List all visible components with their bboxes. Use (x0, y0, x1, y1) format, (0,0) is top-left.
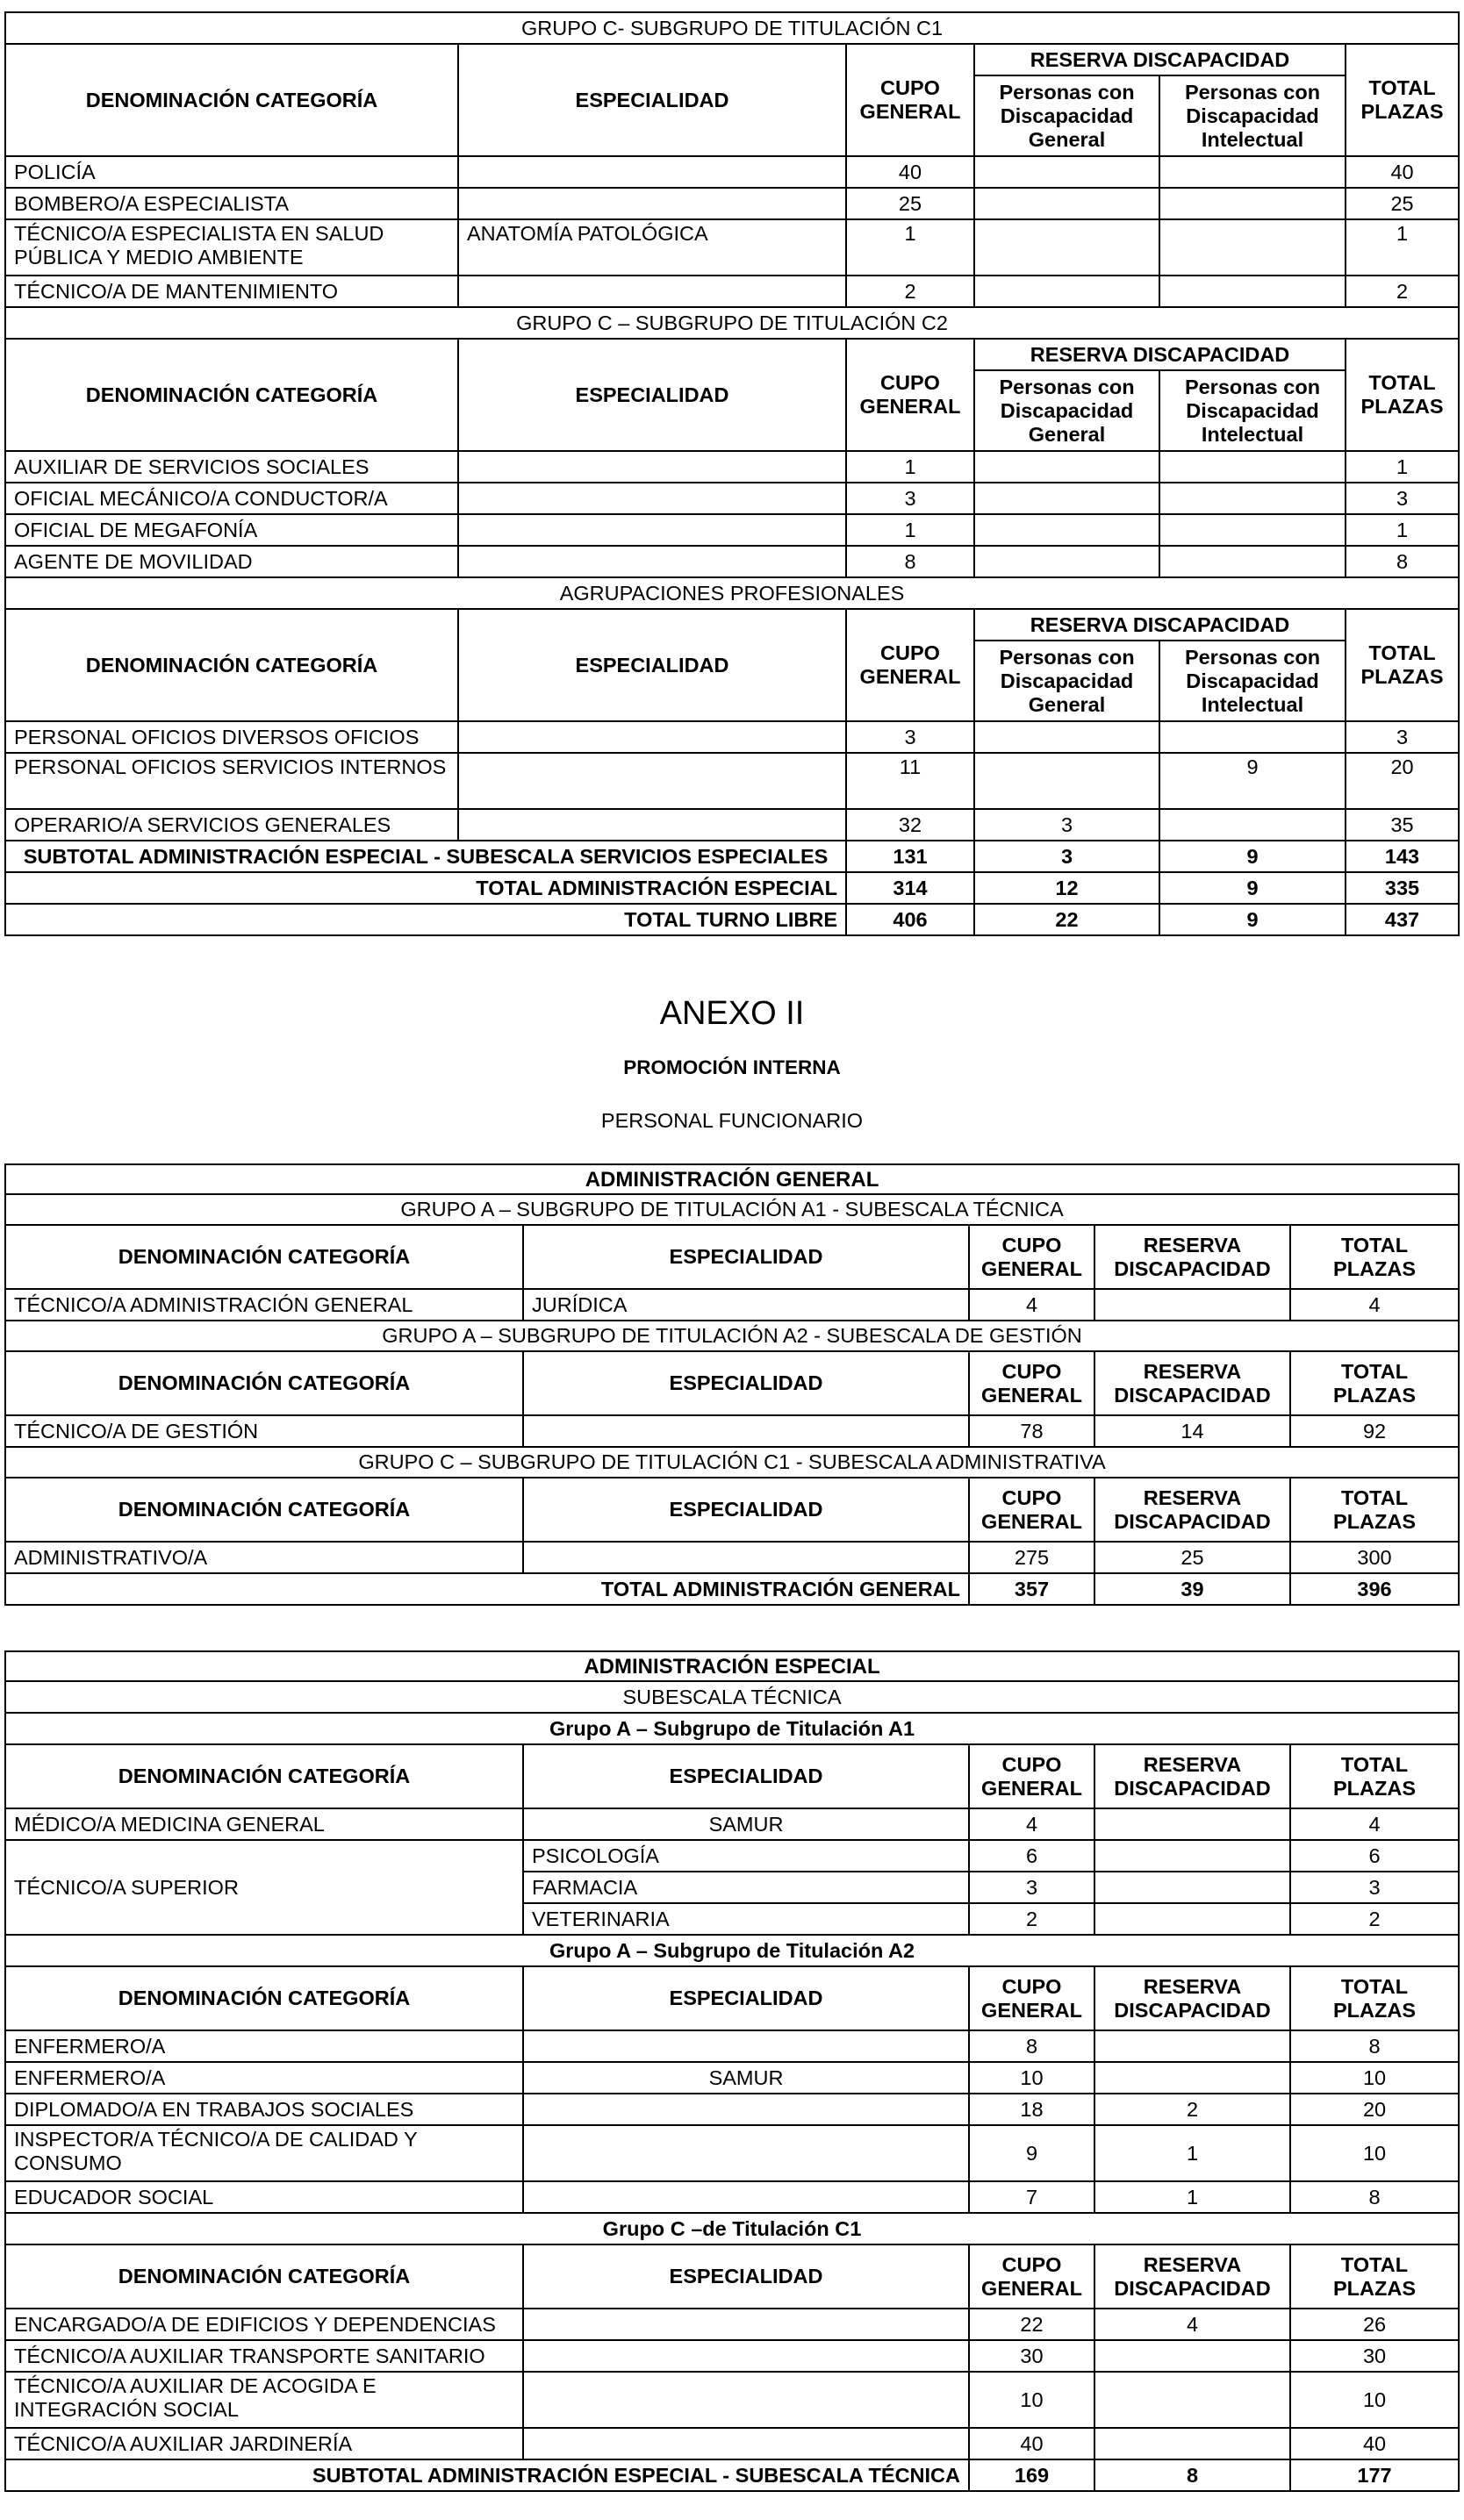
group-title: Grupo A – Subgrupo de Titulación A1 (5, 1713, 1459, 1744)
total-pcg: 3 (974, 841, 1159, 872)
total-label: SUBTOTAL ADMINISTRACIÓN ESPECIAL - SUBESCALA SERVICIOS ESPECIALES (5, 841, 846, 872)
table-row (5, 188, 1459, 219)
cell-total: 6 (1290, 1840, 1459, 1872)
col-header-cupo: CUPO GENERAL (969, 2244, 1094, 2309)
group-title-row (5, 1935, 1459, 1966)
col-header-total: TOTAL PLAZAS (1290, 1351, 1459, 1415)
col-header-total: TOTAL PLAZAS (1290, 1744, 1459, 1808)
cell-reserva: 1 (1094, 2181, 1290, 2213)
cell-especialidad: SAMUR (523, 1808, 969, 1840)
cell-pci (1159, 276, 1346, 307)
cell-total: 26 (1290, 2309, 1459, 2340)
cell-pcg (974, 188, 1159, 219)
table-row (5, 809, 1459, 841)
table-row (5, 1415, 1459, 1447)
section-personal: PERSONAL FUNCIONARIO (600, 1109, 864, 1132)
col-header-cupo: CUPO GENERAL (969, 1966, 1094, 2030)
administracion-general-table (4, 1163, 1460, 1606)
cell-cupo: 7 (969, 2181, 1094, 2213)
cell-total: 30 (1290, 2340, 1459, 2372)
cell-total: 1 (1346, 514, 1459, 546)
cell-especialidad: PSICOLOGÍA (523, 1840, 969, 1872)
cell-cupo: 10 (969, 2372, 1094, 2428)
cell-especialidad (458, 753, 846, 809)
col-header-total: TOTAL PLAZAS (1346, 339, 1459, 451)
col-header-especialidad: ESPECIALIDAD (523, 1478, 969, 1542)
cell-pcg (974, 514, 1159, 546)
col-header-pci: Personas con Discapacidad Intelectual (1159, 641, 1346, 721)
cell-cupo: 8 (969, 2030, 1094, 2062)
col-header-especialidad: ESPECIALIDAD (458, 44, 846, 156)
col-header-total: TOTAL PLAZAS (1290, 1225, 1459, 1289)
cell-pcg (974, 483, 1159, 514)
col-header-especialidad: ESPECIALIDAD (458, 609, 846, 721)
cell-categoria: BOMBERO/A ESPECIALISTA (5, 188, 458, 219)
cell-reserva (1094, 1808, 1290, 1840)
cell-cupo: 4 (969, 1289, 1094, 1321)
cell-reserva (1094, 2428, 1290, 2459)
col-header-reserva: RESERVA DISCAPACIDAD (1094, 1966, 1290, 2030)
cell-especialidad (523, 2428, 969, 2459)
cell-categoria: TÉCNICO/A DE MANTENIMIENTO (5, 276, 458, 307)
cell-especialidad (523, 1415, 969, 1447)
cell-especialidad (523, 2340, 969, 2372)
col-header-cupo: CUPO GENERAL (969, 1744, 1094, 1808)
total-plazas: 335 (1346, 872, 1459, 904)
cell-total: 300 (1290, 1542, 1459, 1573)
cell-categoria: TÉCNICO/A AUXILIAR JARDINERÍA (5, 2428, 523, 2459)
cell-cupo: 2 (846, 276, 974, 307)
cell-total: 8 (1346, 546, 1459, 577)
total-label: TOTAL ADMINISTRACIÓN GENERAL (5, 1573, 969, 1605)
cell-total: 2 (1346, 276, 1459, 307)
cell-reserva (1094, 1872, 1290, 1903)
cell-cupo: 1 (846, 451, 974, 483)
header-row (5, 1966, 1459, 2030)
table-row (5, 2181, 1459, 2213)
cell-cupo: 6 (969, 1840, 1094, 1872)
cell-cupo: 40 (969, 2428, 1094, 2459)
table-row (5, 721, 1459, 753)
cell-reserva (1094, 2062, 1290, 2094)
col-header-reserva: RESERVA DISCAPACIDAD (1094, 1225, 1290, 1289)
cell-total: 8 (1290, 2181, 1459, 2213)
group-title: Grupo C –de Titulación C1 (5, 2213, 1459, 2244)
col-header-total: TOTAL PLAZAS (1290, 1966, 1459, 2030)
cell-cupo: 1 (846, 514, 974, 546)
col-header-denominacion: DENOMINACIÓN CATEGORÍA (5, 1225, 523, 1289)
cell-categoria: TÉCNICO/A ADMINISTRACIÓN GENERAL (5, 1289, 523, 1321)
col-header-pci: Personas con Discapacidad Intelectual (1159, 370, 1346, 451)
cell-cupo: 32 (846, 809, 974, 841)
col-header-cupo: CUPO GENERAL (846, 609, 974, 721)
cell-especialidad (523, 2309, 969, 2340)
col-header-denominacion: DENOMINACIÓN CATEGORÍA (5, 44, 458, 156)
cell-cupo: 4 (969, 1808, 1094, 1840)
cell-especialidad (458, 451, 846, 483)
cell-total: 40 (1290, 2428, 1459, 2459)
col-header-denominacion: DENOMINACIÓN CATEGORÍA (5, 339, 458, 451)
cell-categoria: TÉCNICO/A AUXILIAR TRANSPORTE SANITARIO (5, 2340, 523, 2372)
cell-cupo: 78 (969, 1415, 1094, 1447)
cell-cupo: 1 (846, 219, 974, 276)
header-row (5, 1744, 1459, 1808)
cell-categoria: TÉCNICO/A AUXILIAR DE ACOGIDA E INTEGRACIÓN SOCIAL (5, 2372, 523, 2428)
col-header-denominacion: DENOMINACIÓN CATEGORÍA (5, 2244, 523, 2309)
cell-reserva (1094, 2340, 1290, 2372)
subescala-row (5, 1681, 1459, 1713)
cell-cupo: 2 (969, 1903, 1094, 1935)
col-header-pcg: Personas con Discapacidad General (974, 75, 1159, 156)
total-pci: 9 (1159, 841, 1346, 872)
cell-especialidad (458, 546, 846, 577)
cell-pcg (974, 721, 1159, 753)
cell-pcg (974, 753, 1159, 809)
col-header-denominacion: DENOMINACIÓN CATEGORÍA (5, 1744, 523, 1808)
cell-categoria: PERSONAL OFICIOS DIVERSOS OFICIOS (5, 721, 458, 753)
cell-especialidad (523, 1542, 969, 1573)
cell-categoria: OFICIAL MECÁNICO/A CONDUCTOR/A (5, 483, 458, 514)
cell-reserva (1094, 2372, 1290, 2428)
cell-pcg (974, 546, 1159, 577)
header-row (5, 1478, 1459, 1542)
cell-especialidad: VETERINARIA (523, 1903, 969, 1935)
cell-cupo: 275 (969, 1542, 1094, 1573)
total-plazas: 437 (1346, 904, 1459, 935)
col-header-especialidad: ESPECIALIDAD (523, 1744, 969, 1808)
cell-reserva: 14 (1094, 1415, 1290, 1447)
total-cupo: 314 (846, 872, 974, 904)
col-header-pcg: Personas con Discapacidad General (974, 641, 1159, 721)
group-title-row (5, 1713, 1459, 1744)
cell-total: 3 (1290, 1872, 1459, 1903)
group-title-row (5, 577, 1459, 609)
col-header-especialidad: ESPECIALIDAD (458, 339, 846, 451)
section-title: ADMINISTRACIÓN ESPECIAL (5, 1651, 1459, 1681)
group-title: Grupo A – Subgrupo de Titulación A2 (5, 1935, 1459, 1966)
header-row (5, 1351, 1459, 1415)
anexo1-table (4, 11, 1460, 936)
cell-total: 20 (1290, 2094, 1459, 2125)
cell-especialidad: FARMACIA (523, 1872, 969, 1903)
total-reserva: 8 (1094, 2459, 1290, 2491)
header-row (5, 609, 1459, 641)
cell-especialidad: ANATOMÍA PATOLÓGICA (458, 219, 846, 276)
cell-reserva: 2 (1094, 2094, 1290, 2125)
table-row (5, 219, 1459, 276)
header-row (5, 2244, 1459, 2309)
table-row (5, 2125, 1459, 2181)
table-row (5, 546, 1459, 577)
col-header-reserva: RESERVA DISCAPACIDAD (1094, 2244, 1290, 2309)
cell-total: 1 (1346, 451, 1459, 483)
cell-reserva (1094, 1903, 1290, 1935)
col-header-especialidad: ESPECIALIDAD (523, 1351, 969, 1415)
cell-total: 2 (1290, 1903, 1459, 1935)
cell-pci (1159, 546, 1346, 577)
cell-reserva: 25 (1094, 1542, 1290, 1573)
cell-pcg (974, 276, 1159, 307)
table-row (5, 2062, 1459, 2094)
cell-especialidad (458, 276, 846, 307)
cell-cupo: 3 (846, 483, 974, 514)
total-pci: 9 (1159, 872, 1346, 904)
cell-total: 3 (1346, 483, 1459, 514)
group-title-row (5, 1321, 1459, 1351)
cell-pci (1159, 721, 1346, 753)
group-title: GRUPO A – SUBGRUPO DE TITULACIÓN A2 - SUBESCALA DE GESTIÓN (5, 1321, 1459, 1351)
table-row (5, 156, 1459, 188)
col-header-cupo: CUPO GENERAL (846, 44, 974, 156)
cell-reserva: 1 (1094, 2125, 1290, 2181)
cell-categoria: INSPECTOR/A TÉCNICO/A DE CALIDAD Y CONSUMO (5, 2125, 523, 2181)
table-row (5, 2309, 1459, 2340)
cell-total: 25 (1346, 188, 1459, 219)
cell-reserva (1094, 2030, 1290, 2062)
col-header-especialidad: ESPECIALIDAD (523, 1225, 969, 1289)
group-title-row (5, 1447, 1459, 1478)
cell-total: 40 (1346, 156, 1459, 188)
table-row (5, 2030, 1459, 2062)
cell-categoria: PERSONAL OFICIOS SERVICIOS INTERNOS (5, 753, 458, 809)
total-cupo: 169 (969, 2459, 1094, 2491)
header-row (5, 1225, 1459, 1289)
cell-categoria: POLICÍA (5, 156, 458, 188)
table-row (5, 483, 1459, 514)
total-row (5, 872, 1459, 904)
table-row (5, 1808, 1459, 1840)
cell-pci (1159, 483, 1346, 514)
group-title-row (5, 12, 1459, 44)
cell-pcg (974, 451, 1159, 483)
table-row (5, 2094, 1459, 2125)
cell-reserva: 4 (1094, 2309, 1290, 2340)
cell-especialidad (523, 2094, 969, 2125)
cell-pcg (974, 156, 1159, 188)
cell-total: 4 (1290, 1808, 1459, 1840)
cell-categoria: ENFERMERO/A (5, 2030, 523, 2062)
cell-cupo: 8 (846, 546, 974, 577)
cell-especialidad (458, 721, 846, 753)
cell-especialidad (523, 2372, 969, 2428)
cell-total: 35 (1346, 809, 1459, 841)
cell-categoria: TÉCNICO/A DE GESTIÓN (5, 1415, 523, 1447)
col-header-cupo: CUPO GENERAL (969, 1351, 1094, 1415)
cell-categoria: TÉCNICO/A ESPECIALISTA EN SALUD PÚBLICA Y MEDIO AMBIENTE (5, 219, 458, 276)
cell-cupo: 30 (969, 2340, 1094, 2372)
col-header-denominacion: DENOMINACIÓN CATEGORÍA (5, 609, 458, 721)
cell-pci (1159, 514, 1346, 546)
cell-pci (1159, 156, 1346, 188)
group-title-row (5, 307, 1459, 339)
cell-total: 20 (1346, 753, 1459, 809)
cell-total: 10 (1290, 2125, 1459, 2181)
cell-pci (1159, 188, 1346, 219)
col-header-especialidad: ESPECIALIDAD (523, 2244, 969, 2309)
col-header-reserva: RESERVA DISCAPACIDAD (1094, 1351, 1290, 1415)
cell-especialidad: JURÍDICA (523, 1289, 969, 1321)
cell-total: 3 (1346, 721, 1459, 753)
table-row (5, 514, 1459, 546)
col-header-especialidad: ESPECIALIDAD (523, 1966, 969, 2030)
cell-total: 10 (1290, 2372, 1459, 2428)
group-title: GRUPO A – SUBGRUPO DE TITULACIÓN A1 - SUBESCALA TÉCNICA (5, 1194, 1459, 1225)
total-pci: 9 (1159, 904, 1346, 935)
table-row (5, 2340, 1459, 2372)
table-row (5, 451, 1459, 483)
cell-especialidad (458, 809, 846, 841)
col-header-denominacion: DENOMINACIÓN CATEGORÍA (5, 1478, 523, 1542)
col-header-reserva: RESERVA DISCAPACIDAD (1094, 1478, 1290, 1542)
cell-pci (1159, 809, 1346, 841)
total-row (5, 904, 1459, 935)
cell-total: 4 (1290, 1289, 1459, 1321)
cell-total: 8 (1290, 2030, 1459, 2062)
cell-especialidad (523, 2181, 969, 2213)
col-header-total: TOTAL PLAZAS (1346, 609, 1459, 721)
section-title-row (5, 1651, 1459, 1681)
table-row (5, 2428, 1459, 2459)
table-row (5, 1840, 1459, 1872)
cell-pci: 9 (1159, 753, 1346, 809)
col-header-pcg: Personas con Discapacidad General (974, 370, 1159, 451)
cell-categoria: EDUCADOR SOCIAL (5, 2181, 523, 2213)
group-title: GRUPO C – SUBGRUPO DE TITULACIÓN C1 - SUBESCALA ADMINISTRATIVA (5, 1447, 1459, 1478)
col-header-reserva: RESERVA DISCAPACIDAD (974, 44, 1346, 75)
subescala-title: SUBESCALA TÉCNICA (5, 1681, 1459, 1713)
cell-cupo: 10 (969, 2062, 1094, 2094)
col-header-denominacion: DENOMINACIÓN CATEGORÍA (5, 1351, 523, 1415)
cell-categoria: MÉDICO/A MEDICINA GENERAL (5, 1808, 523, 1840)
administracion-especial-table (4, 1650, 1460, 2492)
subtotal-row (5, 841, 1459, 872)
cell-pci (1159, 219, 1346, 276)
cell-pcg: 3 (974, 809, 1159, 841)
table-row (5, 276, 1459, 307)
cell-categoria: OPERARIO/A SERVICIOS GENERALES (5, 809, 458, 841)
cell-especialidad (523, 2125, 969, 2181)
col-header-reserva: RESERVA DISCAPACIDAD (974, 609, 1346, 641)
total-plazas: 177 (1290, 2459, 1459, 2491)
group-title: GRUPO C – SUBGRUPO DE TITULACIÓN C2 (5, 307, 1459, 339)
cell-pcg (974, 219, 1159, 276)
cell-especialidad (458, 483, 846, 514)
total-plazas: 396 (1290, 1573, 1459, 1605)
cell-cupo: 3 (969, 1872, 1094, 1903)
cell-categoria: AUXILIAR DE SERVICIOS SOCIALES (5, 451, 458, 483)
total-pcg: 12 (974, 872, 1159, 904)
group-title-row (5, 1194, 1459, 1225)
group-title-row (5, 2213, 1459, 2244)
cell-total: 1 (1346, 219, 1459, 276)
cell-reserva (1094, 1289, 1290, 1321)
total-row (5, 1573, 1459, 1605)
total-pcg: 22 (974, 904, 1159, 935)
cell-cupo: 40 (846, 156, 974, 188)
cell-cupo: 9 (969, 2125, 1094, 2181)
cell-total: 92 (1290, 1415, 1459, 1447)
col-header-reserva: RESERVA DISCAPACIDAD (974, 339, 1346, 370)
cell-cupo: 25 (846, 188, 974, 219)
header-row (5, 44, 1459, 75)
cell-cupo: 11 (846, 753, 974, 809)
col-header-total: TOTAL PLAZAS (1290, 1478, 1459, 1542)
group-title: AGRUPACIONES PROFESIONALES (5, 577, 1459, 609)
total-label: TOTAL TURNO LIBRE (5, 904, 846, 935)
section-subtitle: PROMOCIÓN INTERNA (623, 1056, 841, 1078)
col-header-denominacion: DENOMINACIÓN CATEGORÍA (5, 1966, 523, 2030)
col-header-total: TOTAL PLAZAS (1346, 44, 1459, 156)
header-row (5, 339, 1459, 370)
col-header-cupo: CUPO GENERAL (969, 1225, 1094, 1289)
cell-categoria: ADMINISTRATIVO/A (5, 1542, 523, 1573)
cell-reserva (1094, 1840, 1290, 1872)
table-row (5, 1542, 1459, 1573)
cell-especialidad (458, 188, 846, 219)
total-cupo: 131 (846, 841, 974, 872)
anexo-title: ANEXO II (659, 995, 805, 1032)
subtotal-row (5, 2459, 1459, 2491)
section-title-row (5, 1164, 1459, 1194)
cell-categoria: ENCARGADO/A DE EDIFICIOS Y DEPENDENCIAS (5, 2309, 523, 2340)
cell-categoria: ENFERMERO/A (5, 2062, 523, 2094)
col-header-total: TOTAL PLAZAS (1290, 2244, 1459, 2309)
col-header-reserva: RESERVA DISCAPACIDAD (1094, 1744, 1290, 1808)
cell-especialidad: SAMUR (523, 2062, 969, 2094)
cell-categoria: OFICIAL DE MEGAFONÍA (5, 514, 458, 546)
cell-especialidad (458, 514, 846, 546)
cell-cupo: 22 (969, 2309, 1094, 2340)
total-cupo: 406 (846, 904, 974, 935)
cell-categoria: DIPLOMADO/A EN TRABAJOS SOCIALES (5, 2094, 523, 2125)
cell-categoria: TÉCNICO/A SUPERIOR (5, 1840, 523, 1935)
total-cupo: 357 (969, 1573, 1094, 1605)
col-header-cupo: CUPO GENERAL (846, 339, 974, 451)
cell-especialidad (458, 156, 846, 188)
cell-cupo: 18 (969, 2094, 1094, 2125)
cell-especialidad (523, 2030, 969, 2062)
cell-cupo: 3 (846, 721, 974, 753)
cell-categoria: AGENTE DE MOVILIDAD (5, 546, 458, 577)
total-label: TOTAL ADMINISTRACIÓN ESPECIAL (5, 872, 846, 904)
section-title: ADMINISTRACIÓN GENERAL (5, 1164, 1459, 1194)
table-row (5, 1289, 1459, 1321)
table-row (5, 2372, 1459, 2428)
total-plazas: 143 (1346, 841, 1459, 872)
cell-pci (1159, 451, 1346, 483)
total-label: SUBTOTAL ADMINISTRACIÓN ESPECIAL - SUBESCALA TÉCNICA (5, 2459, 969, 2491)
total-reserva: 39 (1094, 1573, 1290, 1605)
group-title: GRUPO C- SUBGRUPO DE TITULACIÓN C1 (5, 12, 1459, 44)
table-row (5, 753, 1459, 809)
cell-total: 10 (1290, 2062, 1459, 2094)
col-header-pci: Personas con Discapacidad Intelectual (1159, 75, 1346, 156)
col-header-cupo: CUPO GENERAL (969, 1478, 1094, 1542)
